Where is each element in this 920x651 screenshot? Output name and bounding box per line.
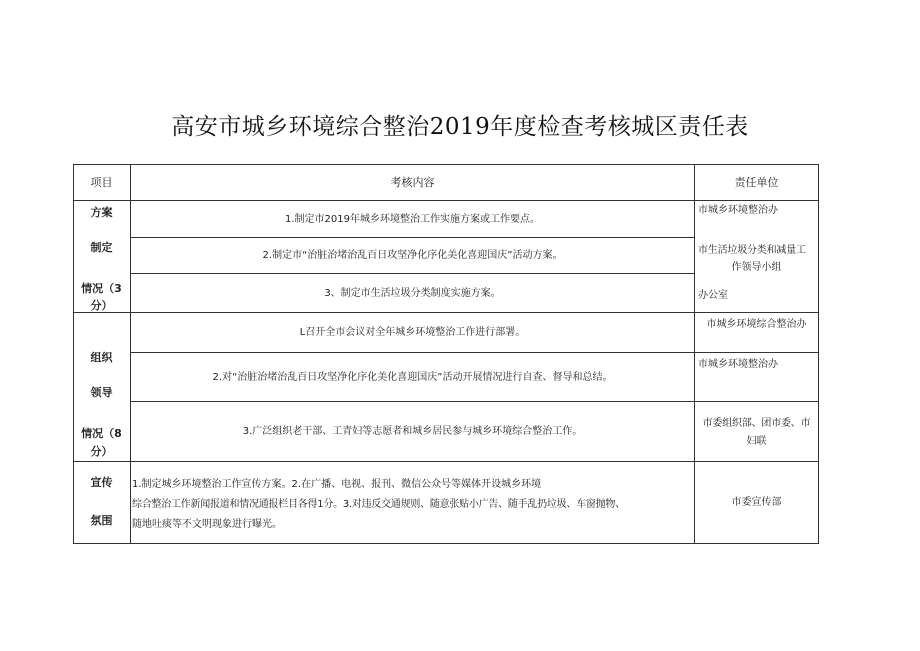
section2-label-line3: 情况（8: [81, 427, 122, 440]
section2-unit-2: 市城乡环境整治办: [698, 359, 778, 370]
section3-text-line2: 综合整治工作新闻报道和情况通报栏目各得1分。3.对违反交通规则、随意张贴小广告、随手乱扔垃圾、车窗抛物、: [132, 499, 625, 510]
section2-unit-1: 市城乡环境综合整治办: [706, 319, 807, 330]
header-item: 项目: [90, 176, 113, 189]
header-unit: 责任单位: [734, 176, 779, 189]
section1-label-line1: 方案: [90, 206, 113, 219]
section2-item-1: L召开全市会议对全年城乡环境整治工作进行部署。: [299, 327, 526, 338]
section2-item-3: 3.广泛组织老干部、工青妇等志愿者和城乡居民参与城乡环境综合整治工作。: [242, 426, 583, 437]
section2-item-2: 2.对“治脏治堵治乱百日攻坚净化序化美化喜迎国庆”活动开展情况进行自查、督导和总结。: [212, 371, 613, 383]
section1-item-3: 3、制定市生活垃圾分类制度实施方案。: [324, 287, 501, 299]
section3-text-line3: 随地吐痰等不文明现象进行曝光。: [132, 519, 282, 530]
table-border-right: [818, 164, 819, 544]
section1-item-2: 2.制定市“治脏治堵治乱百日攻坚净化序化美化喜迎国庆”活动方案。: [262, 250, 563, 261]
section1-label-line2: 制定: [90, 241, 113, 254]
section1-unit-line2: 市生活垃圾分类和减量工: [698, 245, 806, 256]
section2-label-line1: 组织: [90, 351, 113, 364]
header-content: 考核内容: [390, 176, 435, 189]
section1-unit-line3: 作领导小组: [731, 262, 782, 273]
section2-label-line2: 领导: [90, 386, 113, 399]
section1-label-line3: 情况（3: [81, 282, 122, 295]
section2-unit-4: 妇联: [746, 436, 767, 447]
page-title: 高安市城乡环境综合整治2019年度检查考核城区责任表: [171, 114, 749, 140]
section3-unit: 市委宣传部: [731, 497, 782, 508]
section1-unit-line1: 市城乡环境整治办: [698, 205, 778, 216]
section2-label-line4: 分）: [90, 445, 113, 458]
section3-label-line1: 宣传: [90, 476, 113, 489]
section3-label-line2: 氛围: [90, 514, 113, 527]
table-border-bottom: [73, 543, 818, 544]
section1-label-line4: 分）: [90, 299, 113, 312]
section2-unit-3: 市委组织部、团市委、市: [702, 418, 811, 429]
section3-text-line1: 1.制定城乡环境整治工作宣传方案。2.在广播、电视、报刊、微信公众号等媒体开设城乡环境: [132, 479, 542, 490]
section1-item-1: 1.制定市2019年城乡环境整治工作实施方案或工作要点。: [285, 213, 540, 225]
section1-unit-line4: 办公室: [698, 290, 728, 301]
